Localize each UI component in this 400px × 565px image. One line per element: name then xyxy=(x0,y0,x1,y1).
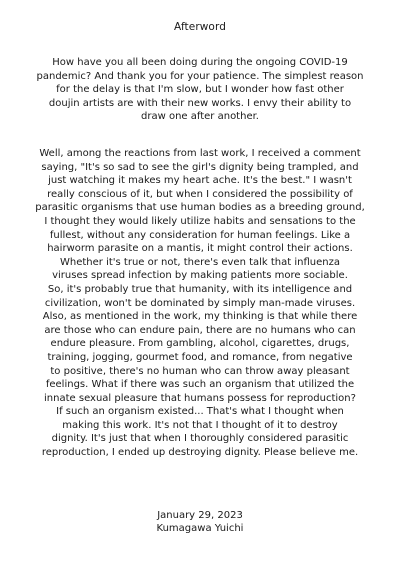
text-line: are those who can endure pain, there are no humans who can xyxy=(44,324,356,336)
text-line: reproduction, I ended up destroying dignity. Please believe me. xyxy=(41,447,359,459)
paragraph-1 xyxy=(14,56,386,124)
text-line: fullest, without any consideration for human feelings. Like a xyxy=(49,229,351,241)
text-line: Well, among the reactions from last work, I received a comment xyxy=(39,148,361,159)
paragraph-2 xyxy=(14,147,386,460)
text-line: endure pleasure. From gambling, alcohol, cigarettes, drugs, xyxy=(50,338,350,350)
signature-block xyxy=(0,509,400,535)
text-line: I thought they would likely utilize habits and sensations to the xyxy=(44,215,356,227)
text-line: just watching it makes my heart ache. It's the best." I wasn't xyxy=(48,175,352,187)
text-line: pandemic? And thank you for your patience. The simplest reason xyxy=(36,70,364,82)
text-line: really conscious of it, but when I considered the possibility of xyxy=(47,188,353,200)
text-line: to positive, there's no human who can throw away pleasant xyxy=(50,365,350,377)
text-line: parasitic organisms that use human bodies as a breeding ground, xyxy=(35,202,365,214)
text-line: hairworm parasite on a mantis, it might control their actions. xyxy=(47,243,353,255)
text-line: Also, as mentioned in the work, my thinking is that while there xyxy=(42,311,358,323)
text-line: saying, "It's so sad to see the girl's dignity being trampled, and xyxy=(41,161,359,173)
page-title: Afterword xyxy=(174,21,226,33)
text-line: Whether it's true or not, there's even talk that influenza xyxy=(60,256,340,268)
text-line: innate sexual pleasure that humans possess for reproduction? xyxy=(44,392,356,404)
text-line: making this work. It's not that I thought of it to destroy xyxy=(62,419,338,431)
text-line: draw one after another. xyxy=(141,111,259,123)
signature-author: Kumagawa Yuichi xyxy=(156,523,244,534)
text-line: for the delay is that I'm slow, but I wonder how fast other xyxy=(56,84,344,96)
text-line: doujin artists are with their new works. I envy their ability to xyxy=(48,97,352,109)
text-line: feelings. What if there was such an organism that utilized the xyxy=(45,379,355,391)
text-line: training, jogging, gourmet food, and romance, from negative xyxy=(47,351,353,363)
text-line: viruses spread infection by making patients more sociable. xyxy=(52,270,348,282)
text-line: So, it's probably true that humanity, with its intelligence and xyxy=(47,283,353,295)
signature-date: January 29, 2023 xyxy=(157,510,243,521)
text-line: dignity. It's just that when I thoroughly considered parasitic xyxy=(51,433,349,445)
text-line: If such an organism existed... That's what I thought when xyxy=(56,406,344,418)
text-line: civilization, won't be dominated by simply man-made viruses. xyxy=(44,297,356,309)
text-line: How have you all been doing during the ongoing COVID-19 xyxy=(52,57,348,68)
